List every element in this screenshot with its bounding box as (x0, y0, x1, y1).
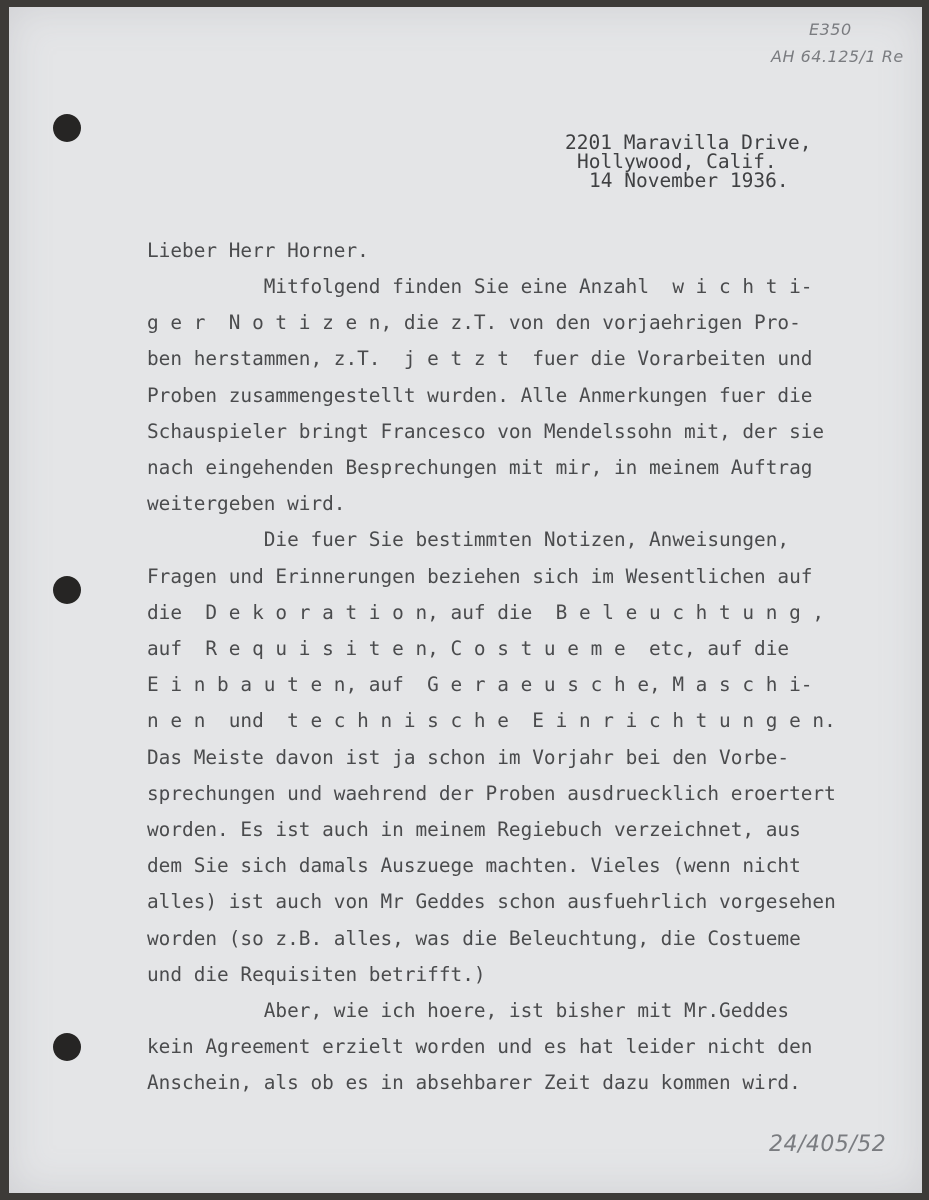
body-line: Anschein, als ob es in absehbarer Zeit dazu kommen wird. (147, 1071, 801, 1095)
archive-code: E350 (809, 20, 852, 39)
letter-page (9, 7, 922, 1193)
punch-hole-bottom (53, 1033, 81, 1061)
letter-date: 14 November 1936. (589, 169, 789, 192)
body-line: Fragen und Erinnerungen beziehen sich im Wesentlichen auf (147, 564, 813, 588)
body-line: die D e k o r a t i o n, auf die B e l e u c h t u n g , (147, 600, 825, 624)
body-line: Aber, wie ich hoere, ist bisher mit Mr.Geddes (147, 999, 790, 1022)
body-line: worden (so z.B. alles, was die Beleuchtung, die Costueme (147, 926, 801, 950)
body-line: worden. Es ist auch in meinem Regiebuch verzeichnet, aus (147, 818, 801, 841)
archive-reference: AH 64.125/1 Re (771, 47, 904, 66)
body-line: E i n b a u t e n, auf G e r a e u s c h e, M a s c h i- (147, 673, 813, 697)
body-line: sprechungen und waehrend der Proben ausdruecklich eroertert (147, 781, 836, 805)
address-city: Hollywood, Calif. (577, 150, 777, 173)
archive-bottom-reference: 24/405/52 (769, 1132, 887, 1157)
body-line: alles) ist auch von Mr Geddes schon ausfuehrlich vorgesehen (147, 890, 836, 914)
body-line: weitergeben wird. (147, 492, 346, 516)
body-line: nach eingehenden Besprechungen mit mir, in meinem Auftrag (147, 456, 813, 479)
body-line: und die Requisiten betrifft.) (147, 962, 486, 986)
body-line: g e r N o t i z e n, die z.T. von den vorjaehrigen Pro- (147, 311, 801, 335)
body-line: Proben zusammengestellt wurden. Alle Anmerkungen fuer die (147, 383, 813, 407)
body-line: Das Meiste davon ist ja schon im Vorjahr bei den Vorbe- (147, 745, 790, 769)
body-line: n e n und t e c h n i s c h e E i n r i c h t u n g e n. (147, 709, 836, 733)
punch-hole-top (53, 114, 81, 142)
body-line: ben herstammen, z.T. j e t z t fuer die Vorarbeiten und (147, 347, 813, 371)
address-street: 2201 Maravilla Drive, (565, 131, 812, 154)
body-line: Schauspieler bringt Francesco von Mendelssohn mit, der sie (147, 419, 825, 443)
punch-hole-middle (53, 576, 81, 604)
body-line: dem Sie sich damals Auszuege machten. Vieles (wenn nicht (147, 854, 801, 878)
body-line: Mitfolgend finden Sie eine Anzahl w i c h t i- (147, 275, 813, 298)
salutation: Lieber Herr Horner. (147, 239, 369, 262)
body-line: auf R e q u i s i t e n, C o s t u e m e etc, auf die (147, 637, 790, 660)
body-line: Die fuer Sie bestimmten Notizen, Anweisungen, (147, 528, 790, 552)
body-line: kein Agreement erzielt worden und es hat leider nicht den (147, 1035, 813, 1059)
